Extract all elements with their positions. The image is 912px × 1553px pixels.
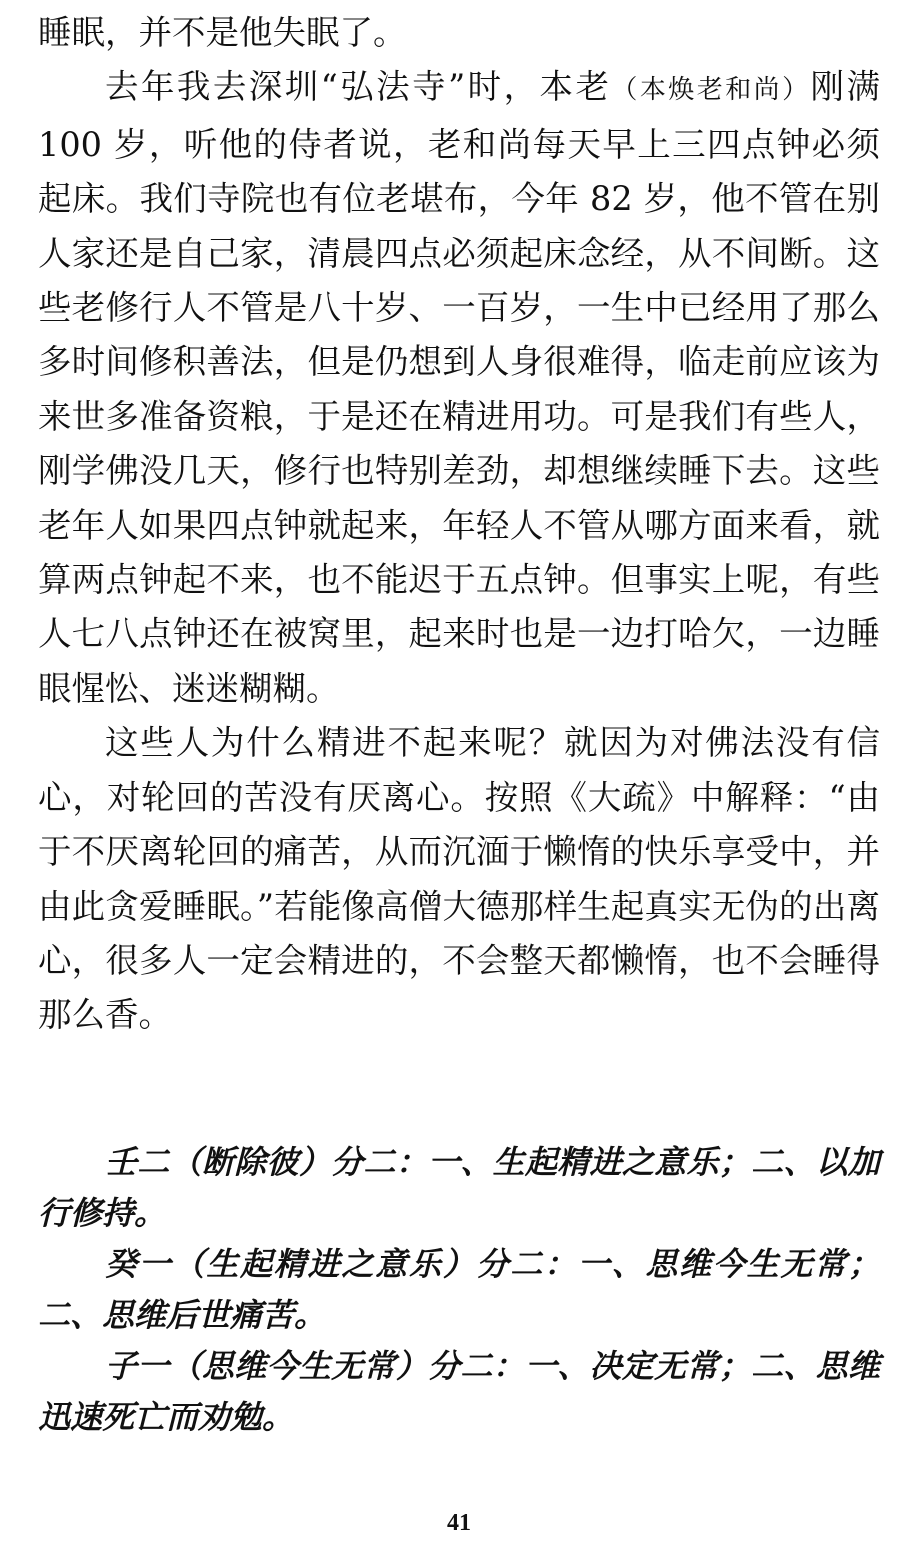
- paragraph-text: 去年我去深圳“弘法寺”时，本老: [105, 67, 612, 107]
- document-page: [38, 0, 880, 1553]
- paragraph-continuation: 睡眠，并不是他失眠了。: [38, 13, 407, 52]
- section-heading: 子一（思维今生无常）分二：一、决定无常；二、思维迅速死亡而劝勉。: [38, 1347, 880, 1436]
- page-number: 41: [447, 1510, 471, 1536]
- inline-note: （本焕老和尚）: [611, 75, 811, 106]
- section-heading: 癸一（生起精进之意乐）分二：一、思维今生无常；二、思维后世痛苦。: [38, 1245, 880, 1334]
- paragraph-diligence: 这些人为什么精进不起来呢？就因为对佛法没有信心，对轮回的苦没有厌离心。按照《大疏》中解释：“由于不厌离轮回的痛苦，从而沉湎于懒惰的快乐享受中，并由此贪爱睡眠。”若能像高僧大德那样生起真实无伪的出离心，很多人一定会精进的，不会整天都懒惰，也不会睡得那么香。: [38, 723, 880, 1035]
- paragraph-hongfa-temple: [38, 60, 880, 716]
- body-text: [38, 6, 880, 1043]
- section-heading: 壬二（断除彼）分二：一、生起精进之意乐；二、以加行修持。: [38, 1143, 880, 1232]
- section-headings: [38, 1137, 880, 1443]
- paragraph-text: 刚满 100 岁，听他的侍者说，老和尚每天早上三四点钟必须起床。我们寺院也有位老堪布，今年 82 岁，他不管在别人家还是自己家，清晨四点必须起床念经，从不间断。这些老修行人不管是八十岁、一百岁，一生中已经用了那么多时间修积善法，但是仍想到人身很难得，临走前应该为来世多准备资粮，于是还在精进用功。可是我们有些人，刚学佛没几天，修行也特别差劲，却想继续睡下去。这些老年人如果四点钟就起来，年轻人不管从哪方面来看，就算两点钟起不来，也不能迟于五点钟。但事实上呢，有些人七八点钟还在被窝里，起来时也是一边打哈欠，一边睡眼惺忪、迷迷糊糊。: [38, 67, 880, 708]
